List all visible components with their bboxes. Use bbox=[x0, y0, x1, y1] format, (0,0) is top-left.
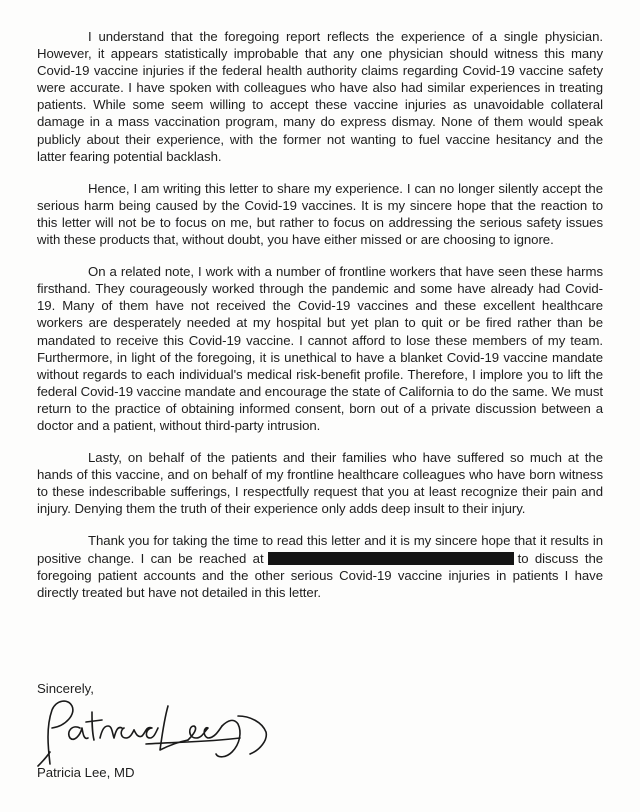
closing-salutation: Sincerely, bbox=[37, 681, 94, 696]
paragraph-on-behalf: Lasty, on behalf of the patients and their families who have suffered so much at the hands of this vaccine, and on behalf of my frontline healthcare colleagues who have born witness to these indescribable sufferings, I respectfully request that you at least recognize their pain and injury. Denying them the truth of their experience only adds deep insult to their injury. bbox=[37, 450, 603, 517]
signatory-name: Patricia Lee, MD bbox=[37, 765, 135, 780]
redacted-contact-block bbox=[268, 552, 514, 565]
paragraph-writing-letter: Hence, I am writing this letter to share my experience. I can no longer silently accept the serious harm being caused by the Covid-19 vaccines. It is my sincere hope that the reaction to this letter will not be to focus on me, but rather to focus on addressing the serious safety issues with these products that, without doubt, you have either missed or are choosing to ignore. bbox=[37, 180, 603, 248]
paragraph-thank-you bbox=[37, 532, 603, 600]
letter-body bbox=[37, 28, 603, 616]
paragraph-frontline-workers: On a related note, I work with a number of frontline workers that have seen these harms firsthand. They courageously worked through the pandemic and some have already had Covid-19. Many of them have not received the Covid-19 vaccines and these excellent healthcare workers are desperately needed at my hospital but yet plan to quit or be fired rather than be mandated to receive this Covid-19 vaccine. I cannot afford to lose these members of my team. Furthermore, in light of the foregoing, it is unethical to have a blanket Covid-19 vaccine mandate without regards to each individual's medical risk-benefit profile. Therefore, I implore you to lift the federal Covid-19 vaccine mandate and encourage the state of California to do the same. We must return to the practice of obtaining informed consent, born out of a private discussion between a doctor and a patient, without third-party intrusion. bbox=[37, 264, 603, 433]
paragraph-single-physician: I understand that the foregoing report reflects the experience of a single physician. However, it appears statistically improbable that any one physician should witness this many Covid-19 vaccine injuries if the federal health authority claims regarding Covid-19 vaccine safety were accurate. I have spoken with colleagues who have also had similar experiences in treating patients. While some seem willing to accept these vaccine injuries as unavoidable collateral damage in a mass vaccination program, many do express dismay. None of them would speak publicly about their experience, with the former not wanting to fuel vaccine hesitancy and the latter fearing potential backlash. bbox=[37, 29, 603, 164]
thank-you-text-before: Thank you for taking the time to read this letter and it is my sincere hope that it results in positive change. I can be reached at bbox=[37, 533, 603, 566]
handwritten-signature bbox=[28, 692, 278, 772]
thank-you-text-after: to discuss the foregoing patient accounts and the other serious Covid-19 vaccine injuries in patients I have directly treated but have not detailed in this letter. bbox=[37, 550, 604, 600]
